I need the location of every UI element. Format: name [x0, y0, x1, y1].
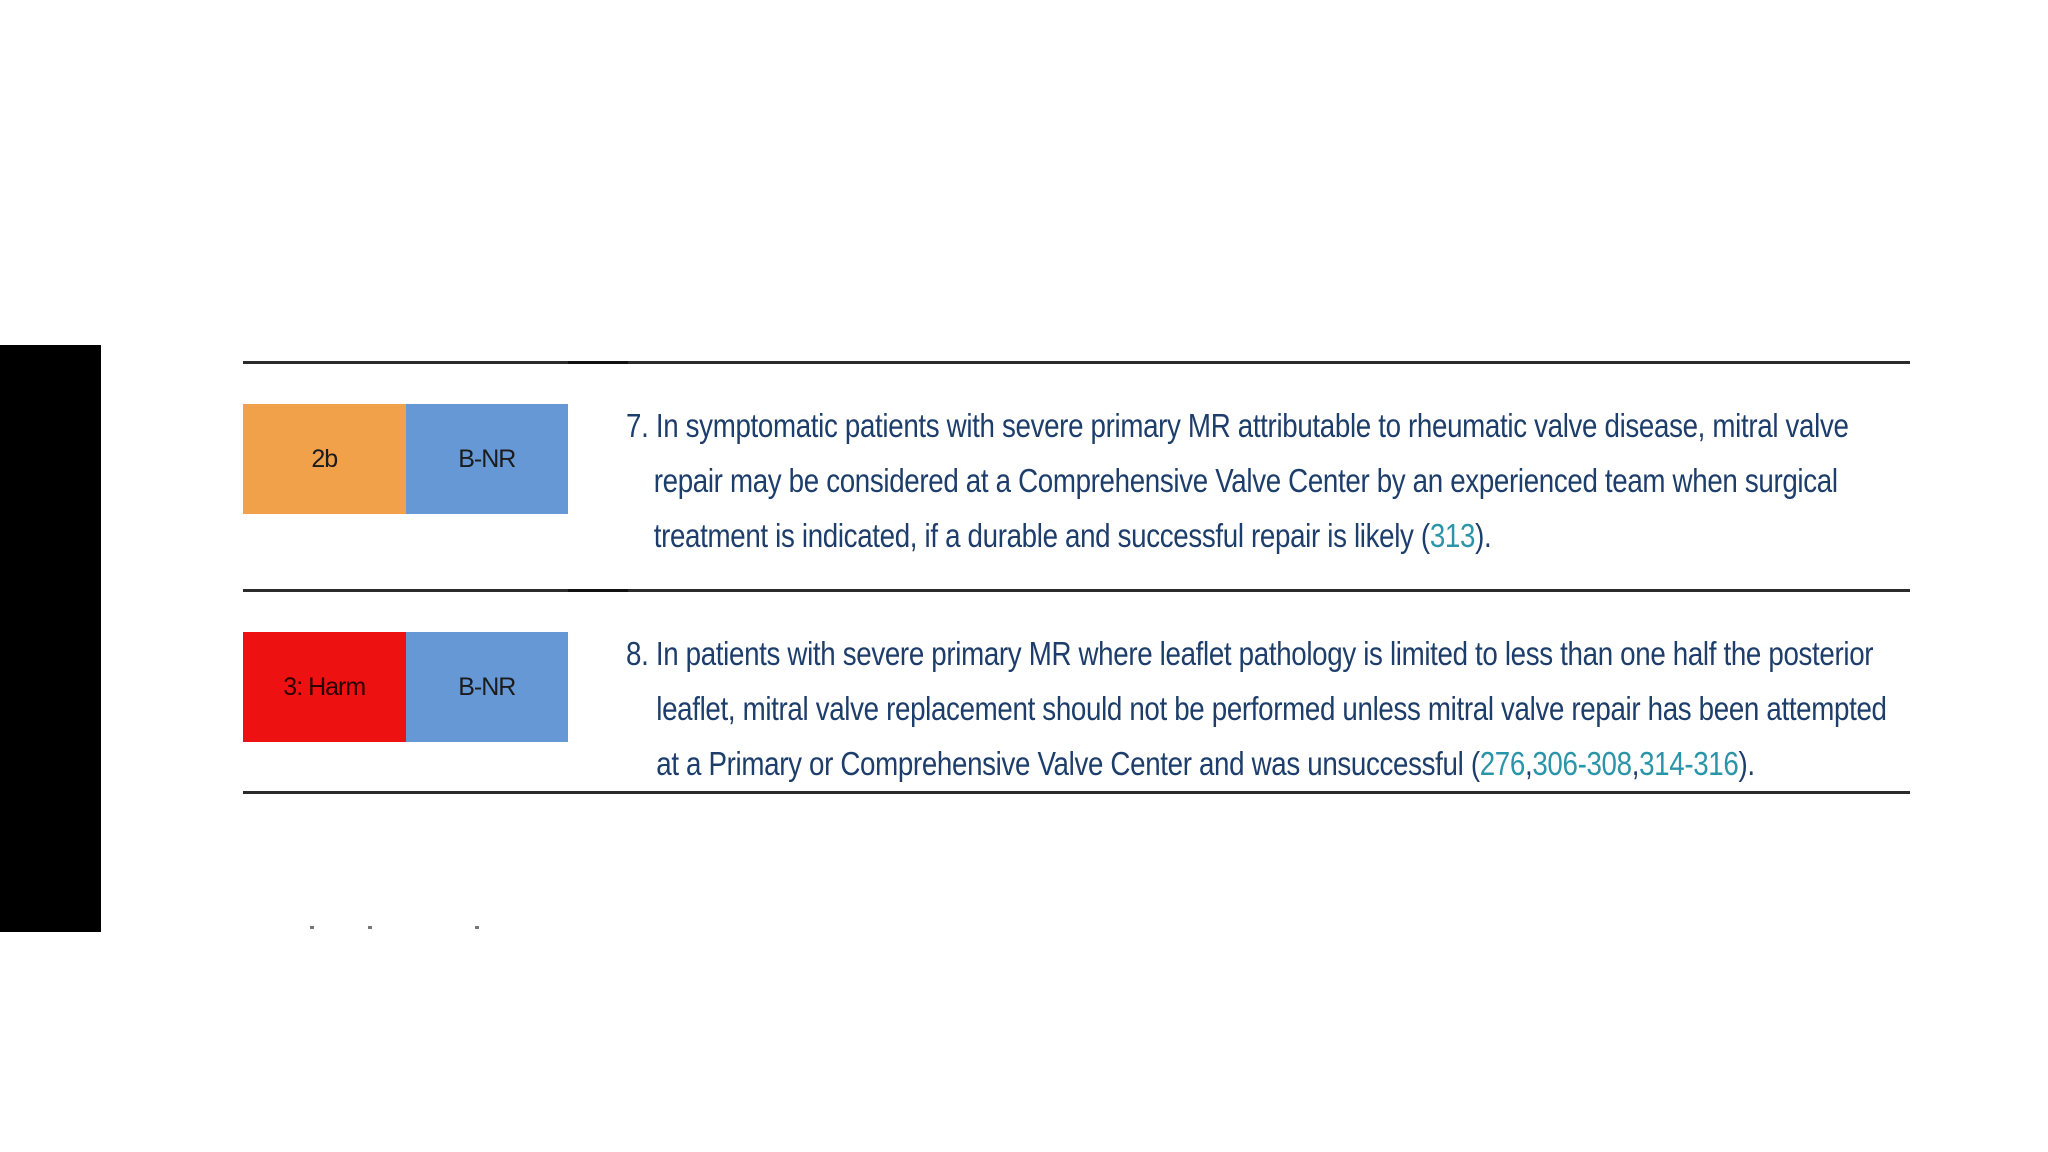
class-of-recommendation-badge: 3: Harm [243, 632, 406, 742]
recommendation-line: 7. In symptomatic patients with severe primary MR attributable to rheumatic valve disease, mitral valve [626, 407, 1849, 444]
recommendation-badges [243, 632, 568, 742]
reference-link[interactable]: 314-316 [1639, 745, 1739, 782]
recommendation-text [626, 626, 1928, 791]
recommendation-text [626, 398, 1936, 563]
recommendation-badges [243, 404, 568, 514]
recommendation-line: treatment is indicated, if a durable and successful repair is likely (313). [653, 517, 1492, 554]
reference-link[interactable]: 313 [1429, 517, 1476, 554]
level-of-evidence-badge: B-NR [406, 404, 569, 514]
black-side-panel [0, 345, 101, 932]
scan-artifact [310, 926, 485, 929]
level-of-evidence-badge: B-NR [406, 632, 569, 742]
recommendation-number: 8. [626, 635, 649, 672]
table-divider-bottom [243, 791, 1910, 794]
table-divider-middle [243, 589, 1910, 592]
recommendation-line: at a Primary or Comprehensive Valve Center and was unsuccessful (276,306-308,314-316). [656, 745, 1755, 782]
recommendation-line: repair may be considered at a Comprehensive Valve Center by an experienced team when surgical [653, 462, 1838, 499]
recommendation-line: leaflet, mitral valve replacement should not be performed unless mitral valve repair has been attempted [656, 690, 1887, 727]
recommendation-line: 8. In patients with severe primary MR where leaflet pathology is limited to less than one half the posterior [626, 635, 1874, 672]
table-divider-top [243, 361, 1910, 364]
class-of-recommendation-badge: 2b [243, 404, 406, 514]
recommendation-number: 7. [626, 407, 649, 444]
reference-link[interactable]: 306-308 [1532, 745, 1632, 782]
reference-link[interactable]: 276 [1479, 745, 1525, 782]
